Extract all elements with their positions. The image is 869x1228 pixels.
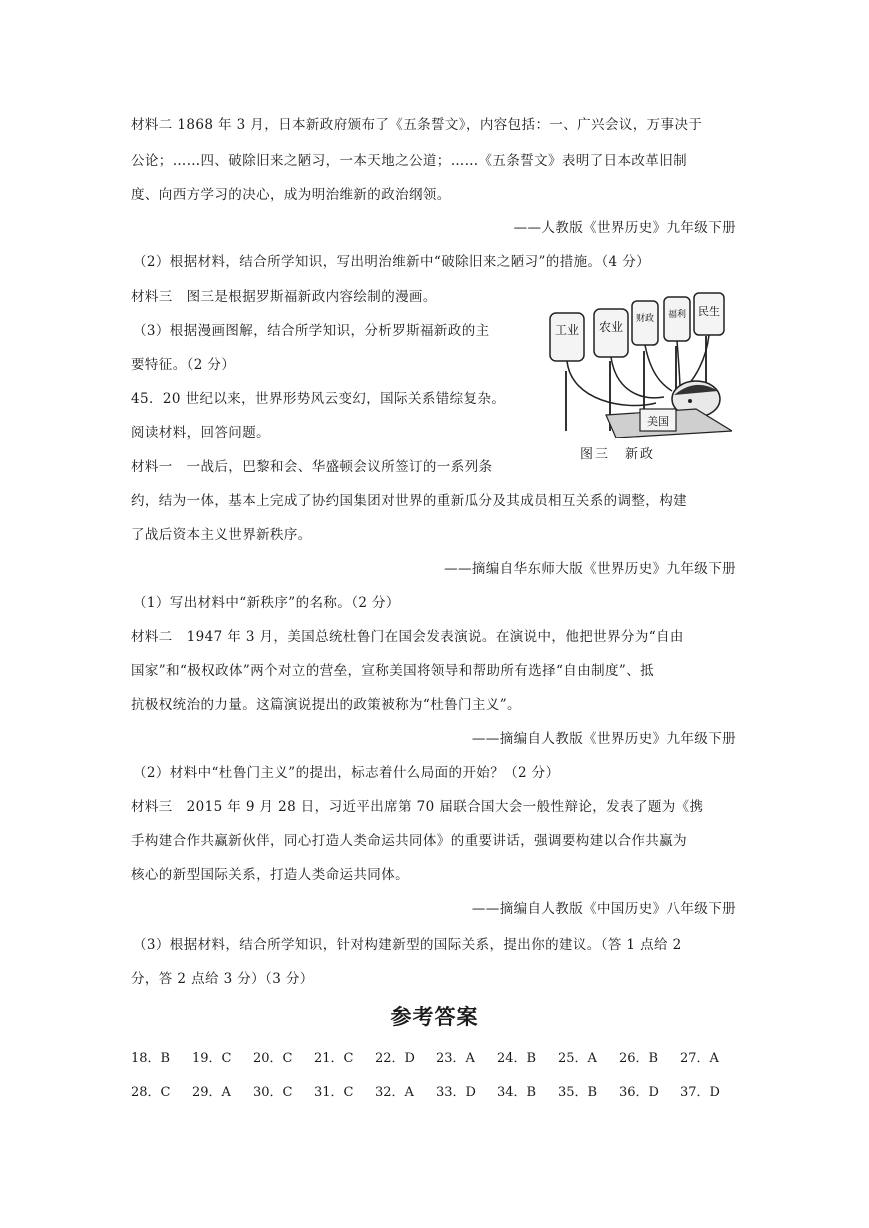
question-45-heading: 45．20 世纪以来，世界形势风云变幻，国际关系错综复杂。 bbox=[131, 391, 506, 407]
question-2b: （2）材料中“杜鲁门主义”的提出，标志着什么局面的开始？（2 分） bbox=[133, 765, 560, 781]
welfare-label: 福利 bbox=[667, 310, 687, 320]
material-2-line-3: 度、向西方学习的决心，成为明治维新的政治纲领。 bbox=[131, 187, 451, 203]
material-2-line-1: 材料二 1868 年 3 月，日本新政府颁布了《五条誓文》，内容包括：一、广兴会议，万事决于 bbox=[131, 117, 703, 133]
source-citation: ——摘编自人教版《世界历史》九年级下册 bbox=[471, 731, 736, 747]
answer-item: 25．A bbox=[558, 1051, 597, 1066]
material-3b-line-3: 核心的新型国际关系，打造人类命运共同体。 bbox=[131, 867, 409, 883]
material-1-line-1: 材料一 一战后，巴黎和会、华盛顿会议所签订的一系列条 bbox=[131, 459, 493, 475]
question-3b-line-2: 分，答 2 点给 3 分）（3 分） bbox=[131, 971, 314, 987]
answer-item: 21．C bbox=[314, 1051, 354, 1066]
answers-row-1 bbox=[131, 1047, 741, 1066]
answer-item: 20．C bbox=[253, 1051, 293, 1066]
material-1-line-3: 了战后资本主义世界新秩序。 bbox=[131, 527, 312, 543]
answer-item: 30．C bbox=[253, 1085, 293, 1100]
answer-item: 23．A bbox=[436, 1051, 475, 1066]
material-2-line-2: 公论；……四、破除旧来之陋习，一本天地之公道；……《五条誓文》表明了日本改革旧制 bbox=[131, 153, 687, 169]
answer-item: 35．B bbox=[558, 1085, 598, 1100]
answer-item: 26．B bbox=[619, 1051, 659, 1066]
question-3-line-2: 要特征。（2 分） bbox=[131, 357, 236, 373]
finance-label: 财政 bbox=[635, 314, 655, 324]
source-citation: ——人教版《世界历史》九年级下册 bbox=[513, 220, 736, 236]
material-2b-line-3: 抗极权统治的力量。这篇演说提出的政策被称为“杜鲁门主义”。 bbox=[131, 697, 521, 713]
material-3b-line-1: 材料三 2015 年 9 月 28 日，习近平出席第 70 届联合国大会一般性辩论，发表了题为《携 bbox=[131, 799, 704, 815]
answer-item: 29．A bbox=[192, 1085, 231, 1100]
source-citation: ——摘编自人教版《中国历史》八年级下册 bbox=[471, 901, 736, 917]
material-3b-line-2: 手构建合作共赢新伙伴，同心打造人类命运共同体》的重要讲话，强调要构建以合作共赢为 bbox=[131, 833, 687, 849]
answer-item: 32．A bbox=[375, 1085, 414, 1100]
answer-item: 31．C bbox=[314, 1085, 354, 1100]
question-1: （1）写出材料中“新秩序”的名称。（2 分） bbox=[133, 595, 400, 611]
question-45-instruction: 阅读材料，回答问题。 bbox=[131, 425, 270, 441]
answer-item: 19．C bbox=[192, 1051, 232, 1066]
question-3b-line-1: （3）根据材料，结合所学知识，针对构建新型的国际关系，提出你的建议。（答 1 点给 2 bbox=[133, 937, 682, 953]
usa-label: 美国 bbox=[647, 415, 669, 428]
answer-item: 37．D bbox=[680, 1085, 720, 1100]
livelihood-label: 民生 bbox=[698, 305, 720, 318]
answer-item: 27．A bbox=[680, 1051, 719, 1066]
answer-item: 18．B bbox=[131, 1051, 171, 1066]
source-citation: ——摘编自华东师大版《世界历史》九年级下册 bbox=[444, 561, 736, 577]
agriculture-label: 农业 bbox=[598, 320, 624, 334]
answer-item: 22．D bbox=[375, 1051, 415, 1066]
answers-title: 参考答案 bbox=[390, 1005, 479, 1029]
answer-item: 24．B bbox=[497, 1051, 537, 1066]
answer-item: 28．C bbox=[131, 1085, 171, 1100]
question-2: （2）根据材料，结合所学知识，写出明治维新中“破除旧来之陋习”的措施。（4 分） bbox=[133, 254, 651, 270]
answer-item: 34．B bbox=[497, 1085, 537, 1100]
material-1-line-2: 约，结为一体，基本上完成了协约国集团对世界的重新瓜分及其成员相互关系的调整，构建 bbox=[131, 493, 687, 509]
industry-bag bbox=[550, 313, 584, 361]
figure-caption: 图三 新政 bbox=[580, 447, 656, 462]
material-2b-line-2: 国家”和“极权政体”两个对立的营垒，宣称美国将领导和帮助所有选择“自由制度”、抵 bbox=[131, 663, 655, 679]
industry-label: 工业 bbox=[554, 323, 580, 337]
answer-item: 33．D bbox=[436, 1085, 476, 1100]
question-3-line-1: （3）根据漫画图解，结合所学知识，分析罗斯福新政的主 bbox=[133, 323, 490, 339]
material-2b-line-1: 材料二 1947 年 3 月，美国总统杜鲁门在国会发表演说。在演说中，他把世界分为“自由 bbox=[131, 629, 684, 645]
answer-item: 36．D bbox=[619, 1085, 659, 1100]
answers-row-2 bbox=[131, 1081, 741, 1100]
material-3-intro: 材料三 图三是根据罗斯福新政内容绘制的漫画。 bbox=[131, 289, 437, 305]
new-deal-cartoon bbox=[546, 291, 732, 438]
